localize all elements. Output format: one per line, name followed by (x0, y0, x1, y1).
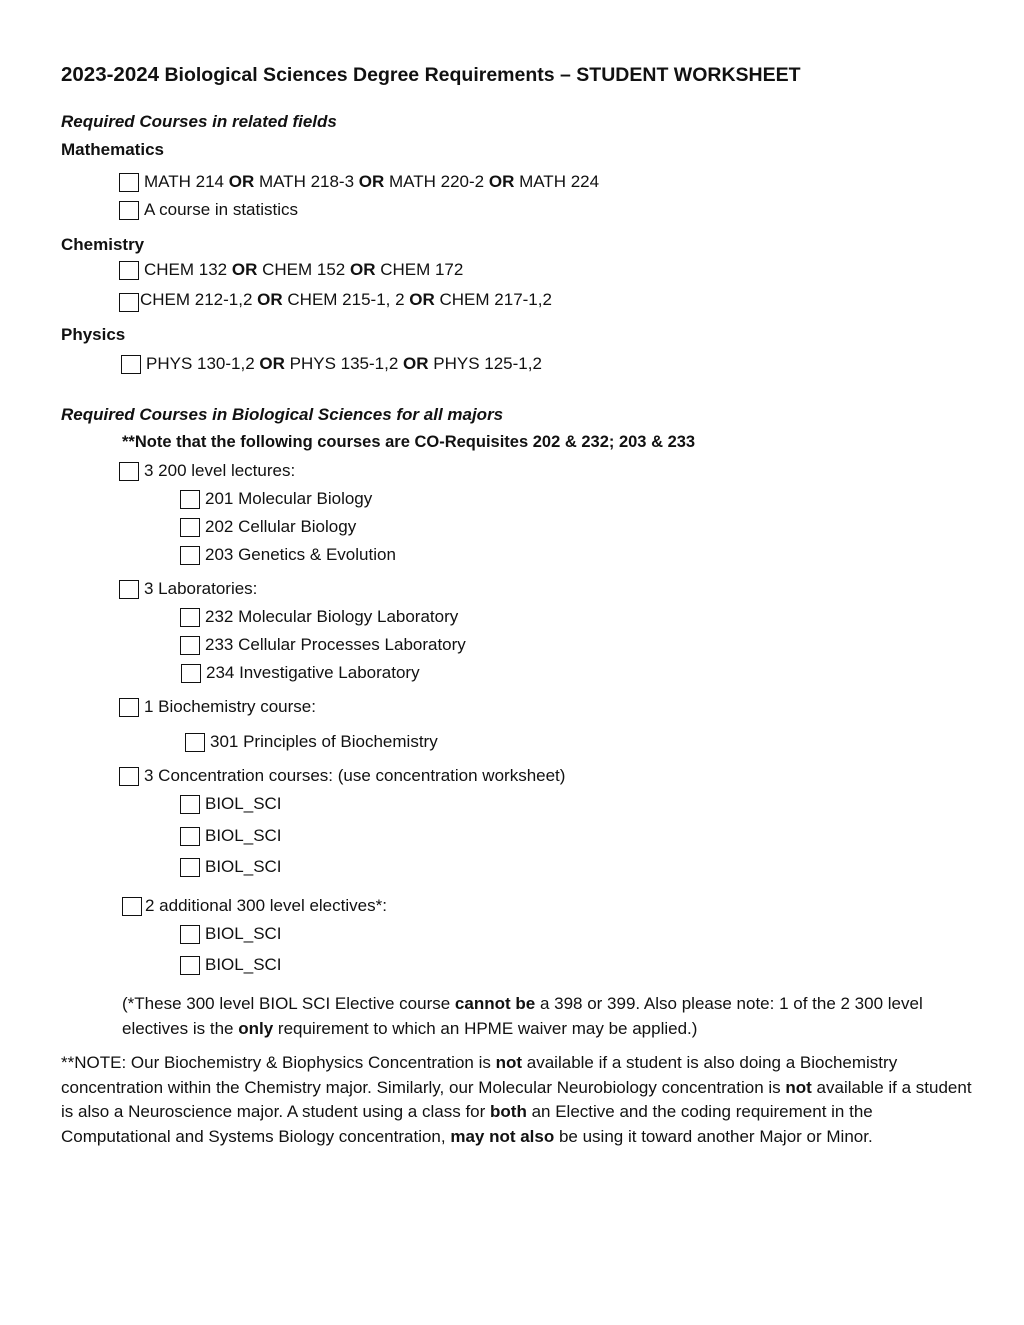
concentration-3-checkbox[interactable] (180, 858, 200, 877)
elective-item-row (180, 924, 282, 944)
lecture-202-label: 202 Cellular Biology (205, 517, 357, 536)
elective-2-label: BIOL_SCI (205, 955, 282, 974)
page-title (61, 63, 801, 87)
physics-checkbox[interactable] (121, 355, 141, 374)
concentration-item-row (180, 857, 282, 877)
lecture-202-checkbox[interactable] (180, 518, 200, 537)
chem-organic-requirement-row (119, 287, 552, 312)
related-fields-heading: Required Courses in related fields (61, 112, 337, 131)
chem-organic-options: CHEM 212-1,2 OR CHEM 215-1, 2 OR CHEM 217-1,2 (140, 289, 552, 309)
elective-1-checkbox[interactable] (180, 925, 200, 944)
lectures-checkbox[interactable] (119, 462, 139, 481)
title-text: Biological Sciences Degree Requirements – STUDENT WORKSHEET (159, 64, 801, 86)
lab-233-label: 233 Cellular Processes Laboratory (205, 635, 466, 654)
electives-label: 2 additional 300 level electives*: (145, 896, 387, 915)
chem-intro-options: CHEM 132 OR CHEM 152 OR CHEM 172 (144, 260, 464, 279)
lecture-203-checkbox[interactable] (180, 546, 200, 565)
elective-2-checkbox[interactable] (180, 956, 200, 975)
lab-234-label: 234 Investigative Laboratory (206, 663, 420, 682)
labs-group-row (119, 579, 257, 599)
lab-232-label: 232 Molecular Biology Laboratory (205, 607, 459, 626)
biochem-301-label: 301 Principles of Biochemistry (210, 732, 438, 751)
statistics-requirement-row (119, 200, 298, 220)
concentration-1-label: BIOL_SCI (205, 794, 282, 813)
corequisite-note: **Note that the following courses are CO-Requisites 202 & 232; 203 & 233 (122, 433, 696, 451)
lab-item-row (180, 635, 466, 655)
concentration-label: 3 Concentration courses: (use concentration worksheet) (144, 766, 566, 785)
lab-234-checkbox[interactable] (181, 664, 201, 683)
bio-requirements-heading: Required Courses in Biological Sciences for all majors (61, 405, 504, 424)
lecture-201-checkbox[interactable] (180, 490, 200, 509)
biochem-item-row (185, 732, 438, 752)
lecture-item-row (180, 545, 396, 565)
elective-item-row (180, 955, 282, 975)
lectures-label: 3 200 level lectures: (144, 461, 296, 480)
title-year: 2023-2024 (61, 63, 160, 86)
math-checkbox[interactable] (119, 173, 139, 192)
physics-requirement-row (121, 354, 542, 374)
physics-options: PHYS 130-1,2 OR PHYS 135-1,2 OR PHYS 125-1,2 (146, 354, 542, 373)
statistics-checkbox[interactable] (119, 201, 139, 220)
concentration-2-checkbox[interactable] (180, 827, 200, 846)
labs-label: 3 Laboratories: (144, 579, 258, 598)
biochem-group-row (119, 697, 316, 717)
chem-intro-requirement-row (119, 260, 463, 280)
biochem-301-checkbox[interactable] (185, 733, 205, 752)
lab-232-checkbox[interactable] (180, 608, 200, 627)
electives-checkbox[interactable] (122, 897, 142, 916)
math-requirement-row (119, 172, 599, 192)
lecture-203-label: 203 Genetics & Evolution (205, 545, 396, 564)
lecture-201-label: 201 Molecular Biology (205, 489, 373, 508)
lab-item-row (181, 663, 420, 683)
labs-checkbox[interactable] (119, 580, 139, 599)
concentration-restrictions-note: **NOTE: Our Biochemistry & Biophysics Concentration is not available if a student is also doing a Biochemistry concentration within the Chemistry major. Similarly, our Molecular Neurobiology concentration is not available if a student is also a Neuroscience major. A student using a class for both an Elective and the coding requirement in the Computational and Systems Biology concentration, may not also be using it toward another Major or Minor. (61, 1053, 972, 1146)
elective-1-label: BIOL_SCI (205, 924, 282, 943)
elective-footnote: (*These 300 level BIOL SCI Elective course cannot be a 398 or 399. Also please note: 1 of the 2 300 level electives is the only requirement to which an HPME waiver may be applied.) (122, 994, 923, 1038)
electives-group-row (122, 896, 387, 916)
concentration-3-label: BIOL_SCI (205, 857, 282, 876)
lecture-item-row (180, 517, 356, 537)
lab-item-row (180, 607, 458, 627)
chem-organic-checkbox[interactable] (119, 293, 139, 312)
concentration-item-row (180, 794, 282, 814)
biochem-checkbox[interactable] (119, 698, 139, 717)
mathematics-label: Mathematics (61, 140, 164, 159)
lecture-item-row (180, 489, 372, 509)
lab-233-checkbox[interactable] (180, 636, 200, 655)
math-options: MATH 214 OR MATH 218-3 OR MATH 220-2 OR MATH 224 (144, 172, 600, 191)
physics-label: Physics (61, 325, 126, 344)
concentration-1-checkbox[interactable] (180, 795, 200, 814)
chem-intro-checkbox[interactable] (119, 261, 139, 280)
concentration-group-row (119, 766, 565, 786)
chemistry-label: Chemistry (61, 235, 145, 254)
lectures-group-row (119, 461, 295, 481)
concentration-2-label: BIOL_SCI (205, 826, 282, 845)
biochem-label: 1 Biochemistry course: (144, 697, 316, 716)
concentration-checkbox[interactable] (119, 767, 139, 786)
statistics-label: A course in statistics (144, 200, 299, 219)
concentration-item-row (180, 826, 282, 846)
